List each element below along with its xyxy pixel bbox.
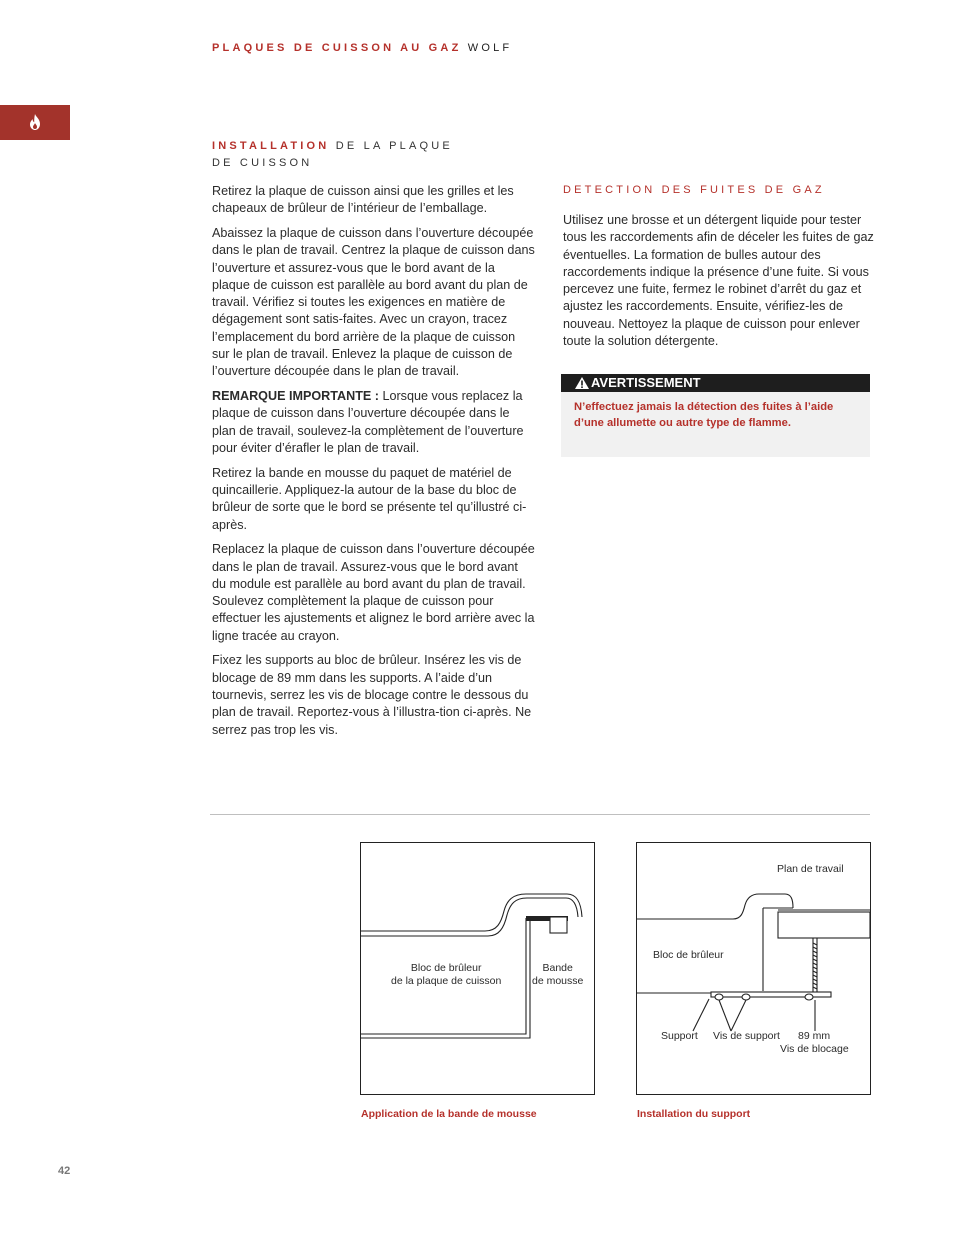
detection-body — [563, 212, 881, 358]
note-label: REMARQUE IMPORTANTE : — [212, 389, 379, 404]
figure1-label-block-line1: Bloc de brûleur — [410, 962, 482, 974]
detection-paragraph-1: Utilisez une brosse et un détergent liquide pour tester tous les raccordements afin de déceler les fuites de gaz éventuelles. La formation de bulles autour des raccordements indique la présence d’une fuite. Si vous percevez une fuite, fermez le robinet d’arrêt du gaz et ajustez les raccordements. Ensuite, vérifiez-les de nouveau. Nettoyez la plaque de cuisson pour enlever toute la solution détergente. — [563, 213, 874, 349]
figure1-label-block — [391, 962, 501, 988]
figure1-label-foam — [532, 962, 583, 988]
header-title-red: PLAQUES DE CUISSON AU GAZ — [212, 42, 462, 54]
detection-title: DETECTION DES FUITES DE GAZ — [563, 184, 825, 196]
note-text: Lorsque vous replacez la plaque de cuisson dans l’ouverture découpée dans le plan de travail, soulevez-la complètement de l’ouverture pour éviter d’érafler le plan de travail. — [212, 389, 524, 455]
header-title-brand: WOLF — [467, 42, 513, 54]
installation-paragraph-1: Retirez la plaque de cuisson ainsi que les grilles et les chapeaux de brûleur de l’intérieur de l’emballage. — [212, 184, 514, 216]
figure2-label-support: Support — [661, 1030, 698, 1042]
warning-text: N’effectuez jamais la détection des fuites à l’aide d’une allumette ou autre type de flamme. — [574, 401, 834, 429]
flame-icon — [29, 114, 41, 130]
installation-title-rest: DE LA PLAQUE — [335, 140, 453, 152]
installation-note — [212, 388, 535, 457]
figure1-label-foam-line1: Bande — [542, 962, 573, 974]
installation-title — [212, 138, 453, 172]
installation-paragraph-4: Retirez la bande en mousse du paquet de matériel de quincaillerie. Appliquez-la autour de la base du bloc de brûleur de sorte que le bord se présente tel qu’illustré ci-après. — [212, 465, 527, 532]
installation-title-line2: DE CUISSON — [212, 157, 313, 169]
figure2-label-support-screw: Vis de support — [713, 1030, 780, 1042]
figure-foam-strip — [360, 842, 595, 1095]
figure-bracket-install — [636, 842, 871, 1095]
running-header — [212, 42, 512, 54]
page-number: 42 — [58, 1165, 71, 1177]
installation-title-red: INSTALLATION — [212, 140, 330, 152]
section-divider — [210, 814, 870, 815]
warning-triangle-icon — [575, 377, 589, 389]
installation-paragraph-5: Replacez la plaque de cuisson dans l’ouverture découpée dans le plan de travail. Assurez-vous que le bord avant du module est parallèle au bord avant du plan de travail. Soulevez complètement la plaque de cuisson pour effectuer les ajustements et alignez le bord arrière avec la ligne tracée au crayon. — [212, 542, 535, 643]
figure2-label-lock-screw: Vis de blocage — [780, 1043, 849, 1055]
figure2-label-block: Bloc de brûleur — [653, 949, 724, 961]
warning-header-bar — [561, 374, 870, 392]
installation-paragraph-6: Fixez les supports au bloc de brûleur. Insérez les vis de blocage de 89 mm dans les supports. A l’aide d’un tournevis, serrez les vis de blocage contre le dessous du plan de travail. Reportez-vous à l’illustra-tion ci-après. Ne serrez pas trop les vis. — [212, 653, 532, 737]
warning-box — [561, 374, 870, 457]
figure2-caption: Installation du support — [637, 1108, 751, 1120]
figure1-label-foam-line2: de mousse — [532, 975, 584, 987]
installation-body — [212, 183, 535, 746]
warning-label: AVERTISSEMENT — [591, 375, 701, 390]
figure1-label-block-line2: de la plaque de cuisson — [391, 975, 502, 987]
figure2-label-countertop: Plan de travail — [777, 863, 844, 875]
installation-paragraph-2: Abaissez la plaque de cuisson dans l’ouverture découpée dans le plan de travail. Centrez la plaque de cuisson dans l’ouverture et assurez-vous que le bord avant de la plaque de cuisson est parallèle au bord avant du plan de travail. Vérifiez si toutes les exigences en matière de dégagement sont satis-faites. Avec un crayon, tracez l’emplacement du bord arrière de la plaque de cuisson sur le plan de travail. Enlevez la plaque de cuisson de l’ouverture découpée dans le plan de travail. — [212, 225, 535, 379]
bracket-install-diagram — [637, 843, 870, 1094]
section-tab — [0, 105, 70, 140]
figure1-caption: Application de la bande de mousse — [361, 1108, 537, 1120]
figure2-label-89mm: 89 mm — [798, 1030, 831, 1042]
